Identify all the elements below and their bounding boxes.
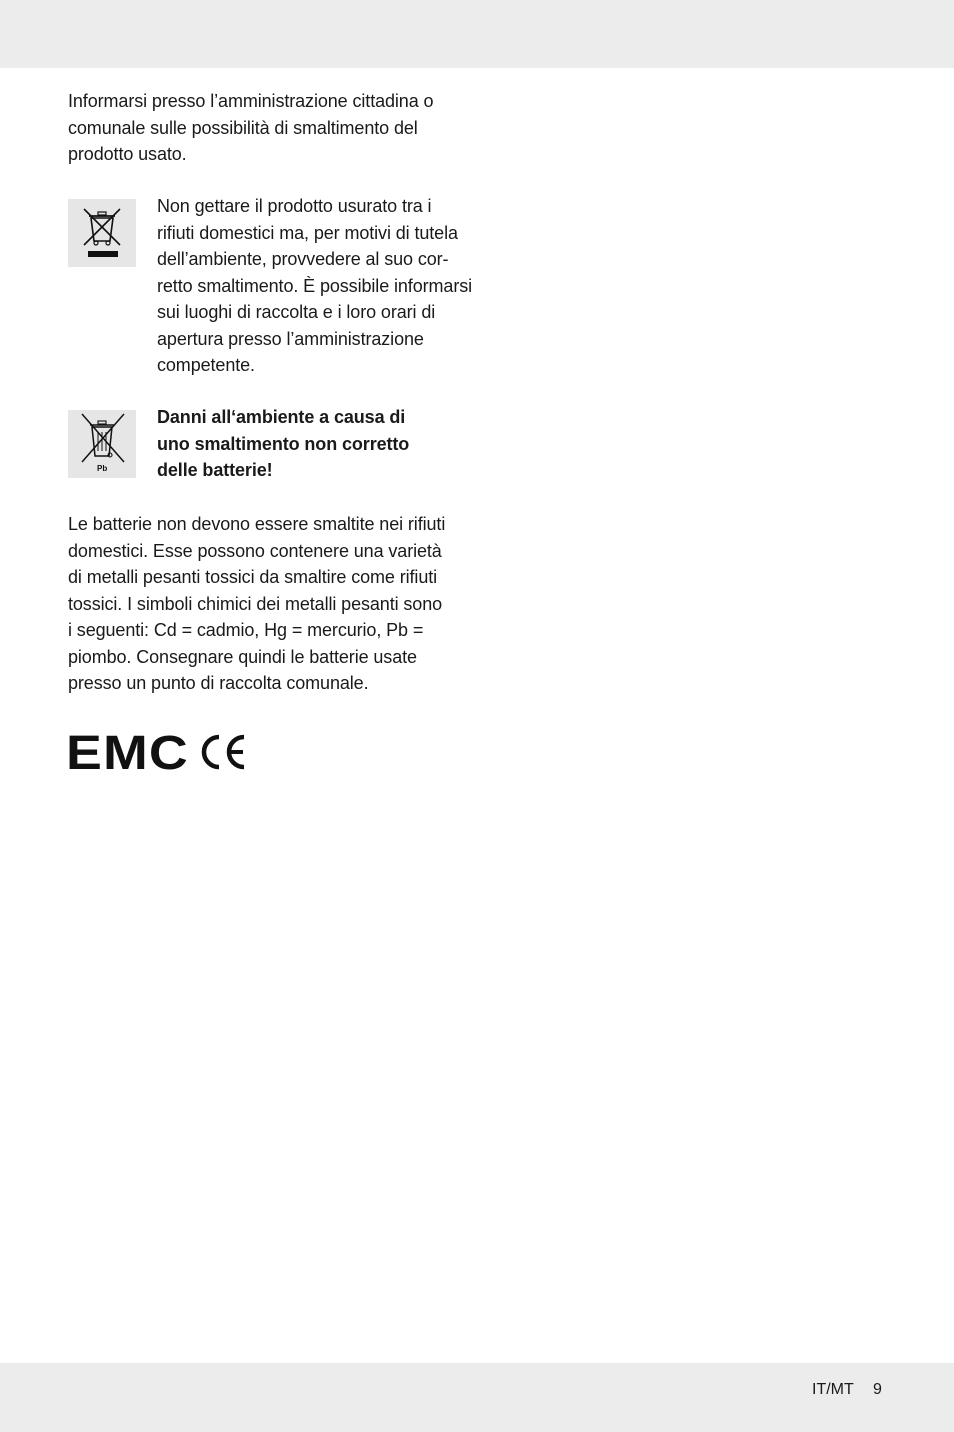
ce-mark-icon <box>199 734 249 775</box>
emc-logo: EMC <box>66 727 189 780</box>
weee-line: sui luoghi di raccolta e i loro orari di <box>157 302 436 322</box>
battery-line: Le batterie non devono essere smaltite nei rifiuti <box>68 514 446 534</box>
battery-warning-heading <box>157 404 409 484</box>
warning-line: delle batterie! <box>157 460 273 480</box>
battery-line: di metalli pesanti tossici da smaltire come rifiuti <box>68 567 438 587</box>
header-band <box>0 0 954 68</box>
weee-paragraph <box>157 193 472 379</box>
weee-line: rifiuti domestici ma, per motivi di tutela <box>157 222 458 243</box>
battery-paragraph <box>68 511 445 697</box>
warning-line: Danni all‘ambiente a causa di <box>157 407 406 427</box>
weee-line: retto smaltimento. È possibile informarsi <box>157 275 473 296</box>
footer-band <box>0 1363 954 1432</box>
footer-language: IT/MT <box>812 1381 854 1398</box>
weee-line: dell’ambiente, provvedere al suo cor- <box>157 249 449 269</box>
page-number: 9 <box>873 1381 882 1398</box>
pb-label: Pb <box>97 464 108 473</box>
battery-line: presso un punto di raccolta comunale. <box>68 673 369 693</box>
battery-line: piombo. Consegnare quindi le batterie usate <box>68 646 417 667</box>
weee-line: competente. <box>157 355 255 375</box>
intro-line: prodotto usato. <box>68 144 187 164</box>
battery-line: domestici. Esse possono contenere una varietà <box>68 540 442 561</box>
battery-disposal-pb-icon <box>68 410 136 478</box>
crossed-out-wheelie-bin-icon <box>68 199 136 267</box>
weee-line: apertura presso l’amministrazione <box>157 328 424 349</box>
intro-line: Informarsi presso l’amministrazione cittadina o <box>68 91 434 111</box>
intro-paragraph <box>68 88 433 168</box>
weee-line: Non gettare il prodotto usurato tra i <box>157 196 432 216</box>
battery-line: i seguenti: Cd = cadmio, Hg = mercurio, Pb = <box>68 620 424 640</box>
battery-line: tossici. I simboli chimici dei metalli pesanti sono <box>68 593 443 614</box>
warning-line: uno smaltimento non corretto <box>157 433 410 454</box>
intro-line: comunale sulle possibilità di smaltimento del <box>68 117 418 138</box>
